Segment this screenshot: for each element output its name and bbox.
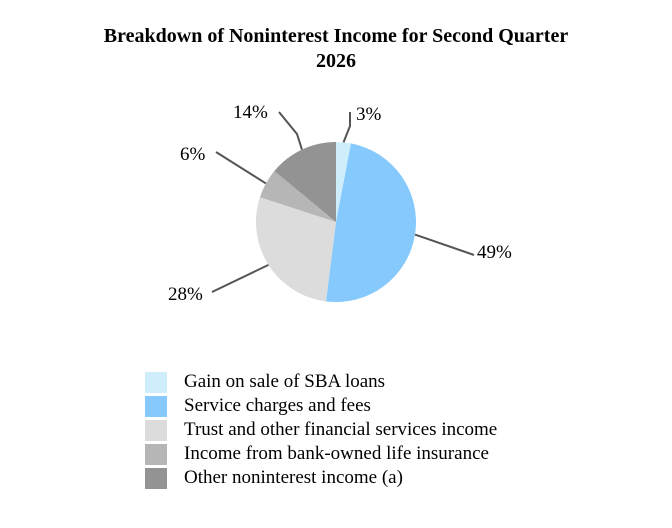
chart-title-line-2: 2026 [316, 50, 356, 72]
data-label: 28% [168, 284, 203, 305]
chart-title-line-1: Breakdown of Noninterest Income for Second Quarter [103, 25, 569, 47]
data-label: 14% [233, 102, 268, 123]
data-label: 6% [180, 144, 206, 165]
legend-label: Income from bank-owned life insurance [184, 443, 489, 464]
legend-item [145, 442, 497, 466]
legend-swatch [145, 468, 167, 489]
leader-line [344, 112, 350, 142]
legend-label: Gain on sale of SBA loans [184, 371, 386, 392]
legend-label: Other noninterest income (a) [184, 467, 403, 488]
legend-label: Trust and other financial services income [184, 419, 498, 440]
leader-line [415, 235, 474, 255]
legend-item [145, 370, 497, 394]
legend [145, 370, 497, 490]
legend-item [145, 394, 497, 418]
legend-swatch [145, 420, 167, 441]
data-label: 49% [477, 242, 512, 263]
legend-swatch [145, 372, 167, 393]
legend-swatch [145, 396, 167, 417]
legend-swatch [145, 444, 167, 465]
leader-line [212, 265, 268, 292]
leader-line [216, 152, 266, 183]
legend-item [145, 418, 497, 442]
legend-label: Service charges and fees [184, 395, 371, 416]
legend-item [145, 466, 497, 490]
data-label: 3% [356, 104, 382, 125]
leader-line [279, 112, 302, 150]
